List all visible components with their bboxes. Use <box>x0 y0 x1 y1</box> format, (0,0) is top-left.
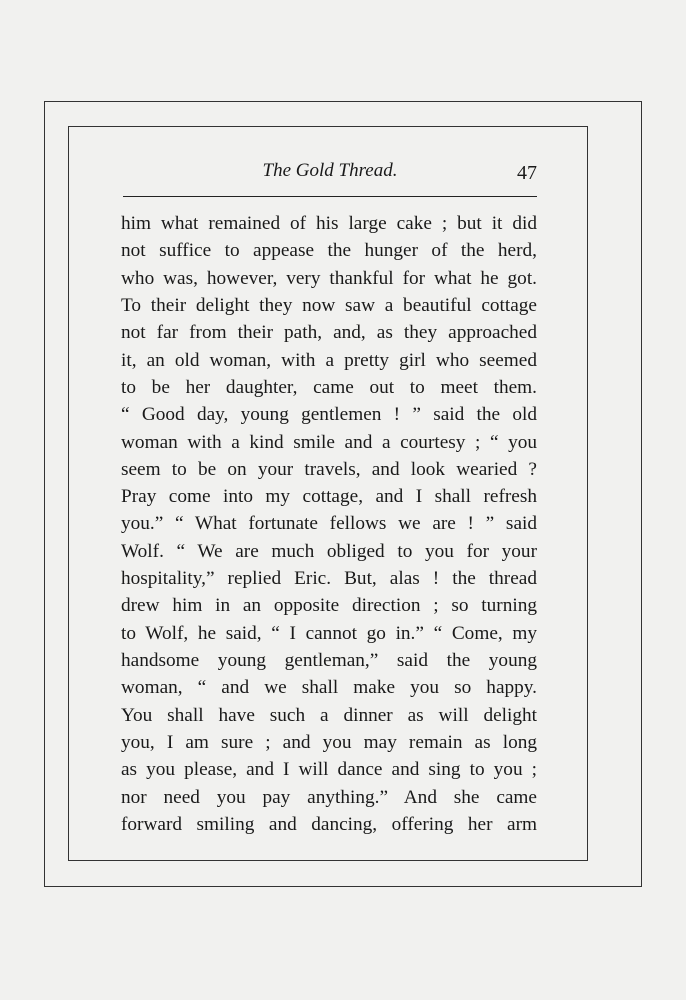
text-line-content: as you please, and I will dance and sing to you ; <box>121 759 537 781</box>
text-line <box>121 702 537 729</box>
body-text <box>121 210 537 838</box>
text-line-content: woman with a kind smile and a courtesy ; “ you <box>121 431 537 453</box>
header-rule <box>123 196 537 197</box>
running-header <box>121 160 539 188</box>
text-line-content: forward smiling and dancing, offering her arm <box>121 813 537 835</box>
text-line <box>121 210 537 237</box>
text-line <box>121 292 537 319</box>
text-line-content: him what remained of his large cake ; but it did <box>121 213 537 234</box>
text-line <box>121 811 537 838</box>
text-line-content: you, I am sure ; and you may remain as long <box>121 731 537 753</box>
text-line <box>121 265 537 292</box>
text-line-content: Wolf. “ We are much obliged to you for your <box>121 540 537 562</box>
text-line <box>121 374 537 401</box>
text-line-content: handsome young gentleman,” said the young <box>121 650 537 671</box>
text-line-content: To their delight they now saw a beautiful cottage <box>121 294 537 316</box>
text-line <box>121 429 537 456</box>
text-line <box>121 647 537 674</box>
text-line <box>121 729 537 756</box>
text-line-content: “ Good day, young gentlemen ! ” said the old <box>121 404 537 426</box>
text-line <box>121 592 537 619</box>
page-number: 47 <box>517 162 537 184</box>
running-title: The Gold Thread. <box>262 160 398 181</box>
text-line <box>121 756 537 783</box>
text-line-content: seem to be on your travels, and look wearied ? <box>121 458 537 480</box>
text-line-content: Pray come into my cottage, and I shall refresh <box>121 486 537 508</box>
text-line-content: to Wolf, he said, “ I cannot go in.” “ Come, my <box>121 622 537 644</box>
text-line-content: not suffice to appease the hunger of the herd, <box>121 240 537 262</box>
text-line <box>121 538 537 565</box>
text-line <box>121 565 537 592</box>
text-line <box>121 237 537 264</box>
text-line <box>121 483 537 510</box>
text-line-content: nor need you pay anything.” And she came <box>121 786 537 808</box>
text-line <box>121 510 537 537</box>
text-line <box>121 456 537 483</box>
text-line <box>121 674 537 701</box>
text-line-content: to be her daughter, came out to meet them. <box>121 376 537 398</box>
text-line <box>121 319 537 346</box>
text-line <box>121 620 537 647</box>
text-line-content: woman, “ and we shall make you so happy. <box>121 677 537 699</box>
text-line-content: it, an old woman, with a pretty girl who seemed <box>121 349 537 371</box>
text-line-content: not far from their path, and, as they approached <box>121 322 537 344</box>
text-line <box>121 784 537 811</box>
text-line-content: You shall have such a dinner as will delight <box>121 704 537 726</box>
text-line-content: hospitality,” replied Eric. But, alas ! the thread <box>121 568 537 590</box>
text-line-content: who was, however, very thankful for what he got. <box>121 267 537 289</box>
text-line <box>121 401 537 428</box>
text-line-content: you.” “ What fortunate fellows we are ! ” said <box>121 513 537 535</box>
text-line <box>121 347 537 374</box>
text-line-content: drew him in an opposite direction ; so turning <box>121 595 537 617</box>
